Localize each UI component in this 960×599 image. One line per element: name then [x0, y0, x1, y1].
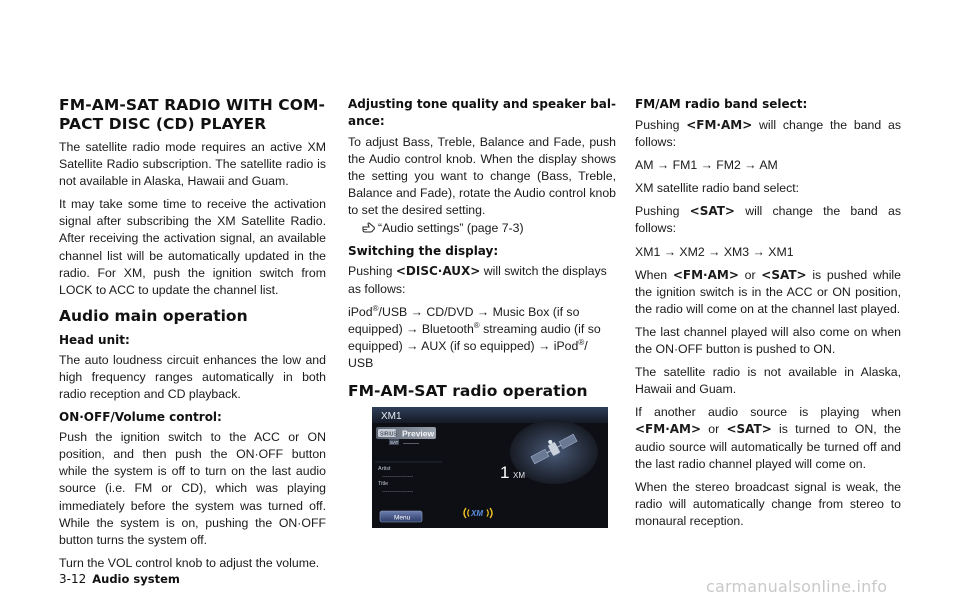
column-2 — [348, 96, 616, 528]
subheading: Switching the display: — [348, 244, 499, 259]
registered-mark: ® — [578, 337, 585, 347]
channel-unit: XM — [513, 471, 525, 481]
section-heading: FM-AM-SAT radio operation — [348, 382, 588, 401]
paragraph: The auto loudness circuit enhances the low and high frequency ranges automatically in both radio reception and CD playback. — [59, 352, 326, 402]
registered-mark: ® — [473, 320, 480, 330]
key-label: <SAT> — [726, 422, 772, 437]
paragraph — [635, 203, 901, 237]
text-run: / USB — [348, 338, 588, 370]
channel-number: 1 — [500, 463, 510, 483]
section-heading: Audio main operation — [59, 306, 248, 325]
subheading: Head unit: — [59, 332, 130, 347]
text-run: is turned to ON, the audio source will automatically be turned off and the last radio channel played will come on. — [635, 422, 901, 471]
radio-screen-graphic — [372, 407, 608, 528]
artist-value: ----------------- — [382, 474, 414, 481]
band-sequence: XM1 → XM2 → XM3 → XM1 — [635, 244, 794, 259]
paragraph: XM satellite radio band select: — [635, 181, 800, 196]
svg-text:XM: XM — [471, 509, 483, 519]
text-run: will change the band as follows: — [635, 118, 901, 150]
paragraph: Push the ignition switch to the ACC or ON position, and then push the ON·OFF button while the system is off to turn on the last audio source (i.e. FM or CD), which was playing immediately before the system was turned off. While the system is on, pushing the ON·OFF button turns the system off. — [59, 430, 326, 547]
key-label: <FM·AM> — [686, 118, 753, 132]
text-run: Pushing — [635, 118, 687, 132]
text-run: or — [701, 422, 727, 437]
sat-badge: SAT — [390, 440, 399, 446]
key-label: <SAT> — [689, 204, 735, 219]
registered-mark: ® — [372, 303, 379, 313]
paragraph: The satellite radio is not available in Alaska, Hawaii and Guam. — [635, 365, 901, 397]
text-run: If another audio source is playing when — [635, 405, 901, 420]
column-3 — [635, 96, 901, 536]
band-sequence: AM → FM1 → FM2 → AM — [635, 158, 778, 173]
band-label: XM1 — [381, 411, 402, 423]
paragraph: Turn the VOL control knob to adjust the volume. — [59, 555, 320, 570]
paragraph — [635, 267, 901, 318]
paragraph: It may take some time to receive the activation signal after subscribing the XM Satellite Radio. After receiving the activation signal, an available channel list will be automatically updated in the radio. For XM, push the ignition switch from LOCK to ACC to update the channel list. — [59, 197, 326, 297]
paragraph — [348, 263, 616, 297]
page-footer — [59, 572, 180, 586]
preset-label: Preview — [402, 428, 435, 439]
key-label: <SAT> — [761, 267, 807, 282]
title-value: ----------------- — [382, 489, 414, 496]
artist-label: Artist — [378, 466, 391, 473]
key-label: <FM·AM> — [635, 422, 702, 437]
paragraph — [635, 117, 901, 151]
paragraph: The satellite radio mode requires an active XM Satellite Radio subscription. The satellite radio is not available in Alaska, Hawaii and Guam. — [59, 140, 326, 189]
pointing-hand-icon — [362, 221, 376, 233]
main-heading: FM-AM-SAT RADIO WITH COM- PACT DISC (CD) PLAYER — [59, 96, 326, 133]
text-run: will change the band as follows: — [635, 204, 901, 236]
page-number: 3-12 — [59, 572, 87, 586]
subheading: FM/AM radio band select: — [635, 97, 808, 111]
paragraph — [635, 404, 901, 472]
text-run: Pushing — [348, 264, 396, 279]
column-1 — [59, 96, 326, 578]
text-run: iPod — [348, 304, 373, 319]
key-label: <DISC·AUX> — [395, 264, 481, 279]
text-run: will switch the displays as follows: — [348, 264, 607, 296]
text-run: or — [738, 267, 762, 282]
title-label: Title — [378, 481, 389, 488]
display-sequence — [348, 304, 616, 372]
reference-text: “Audio settings” (page 7-3) — [378, 221, 524, 236]
chapter-title: Audio system — [92, 572, 180, 586]
key-label: <FM·AM> — [672, 267, 739, 282]
watermark[interactable]: carmanualsonline.info — [706, 577, 888, 596]
subheading: Adjusting tone quality and speaker bal- ance: — [348, 97, 616, 128]
text-run: Pushing — [635, 204, 690, 219]
text-run: /USB → CD/DVD → Music Box (if so equipped) → Bluetooth — [348, 304, 580, 336]
text-run: streaming audio (if so equipped) → AUX (if so equipped) → iPod — [348, 321, 601, 353]
radio-screen-illustration — [372, 407, 608, 528]
cross-reference — [348, 220, 616, 237]
paragraph: To adjust Bass, Treble, Balance and Fade, push the Audio control knob. When the display shows the setting you want to change (Bass, Treble, Balance and Fade), rotate the Audio control knob to set the desired setting. — [348, 135, 616, 218]
text-run: When — [635, 267, 673, 282]
text-run: is pushed while the ignition switch is in the ACC or ON position, the radio will come on at the channel last played. — [635, 267, 902, 316]
menu-button-label: Menu — [394, 514, 411, 522]
paragraph: When the stereo broadcast signal is weak, the radio will automatically change from stereo to monaural reception. — [635, 479, 901, 528]
paragraph: The last channel played will also come on when the ON·OFF button is pushed to ON. — [635, 324, 901, 357]
service-badge: SIRIUS — [380, 431, 397, 438]
subheading: ON·OFF/Volume control: — [59, 410, 222, 425]
preset-dashes: -------- — [403, 441, 419, 448]
